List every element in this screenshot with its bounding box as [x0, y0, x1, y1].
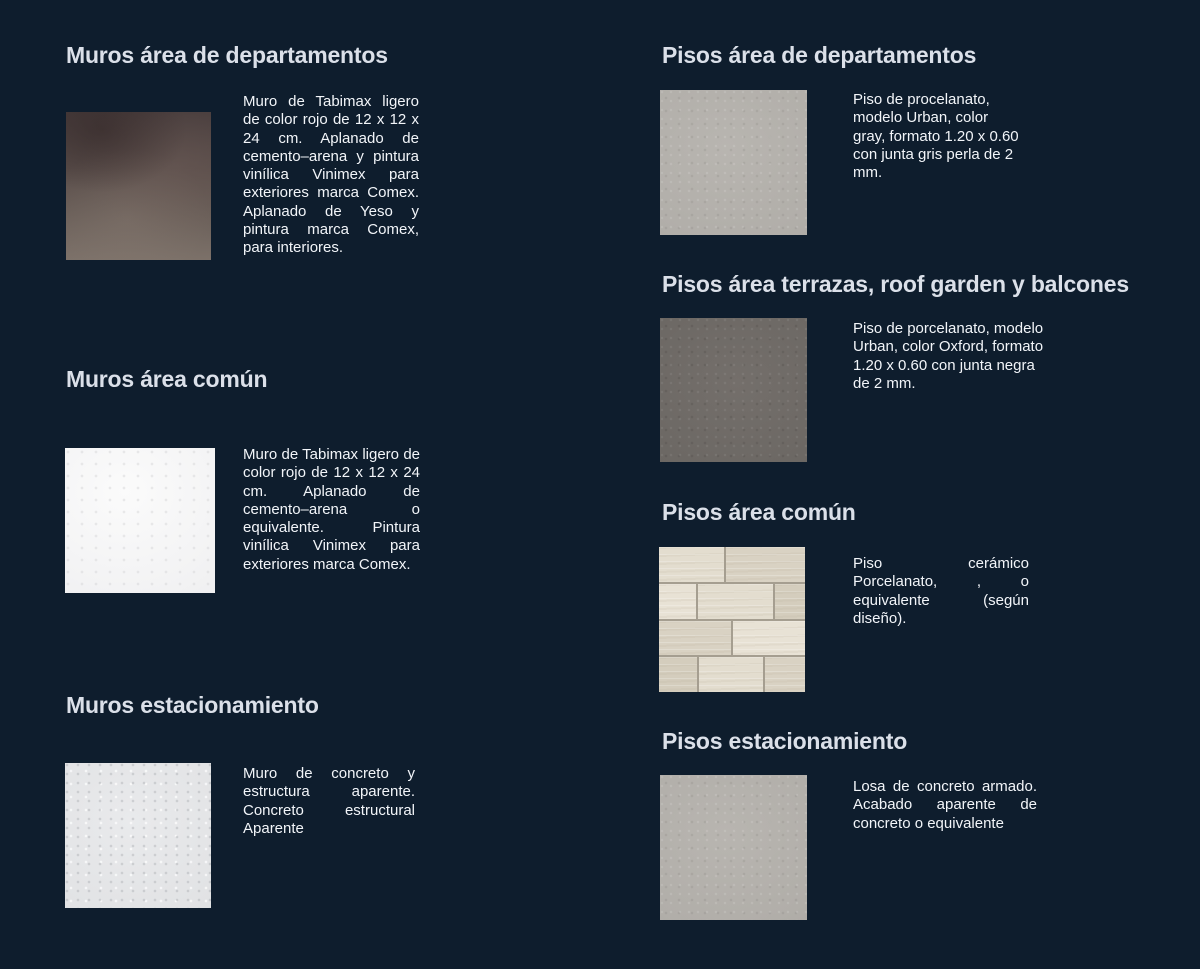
section-title-pisos-estacionamiento: Pisos estacionamiento [662, 728, 908, 754]
section-title-muros-departamentos: Muros área de departamentos [66, 42, 388, 68]
dark-oxford-porcelain-tile-swatch [660, 318, 807, 462]
light-speckled-concrete-swatch [65, 763, 211, 908]
tile-plank [765, 657, 805, 692]
material-description-pisos-estacionamiento: Losa de concreto armado. Acabado aparente de concreto o equivalente [853, 778, 1037, 832]
plank-row [659, 547, 805, 582]
gray-porcelain-tile-swatch [660, 90, 807, 235]
material-description-pisos-departamentos: Piso de procelanato, modelo Urban, color gray, formato 1.20 x 0.60 con junta gris perla de 2 mm. [853, 91, 1019, 182]
plank-row [659, 584, 805, 619]
tile-plank [775, 584, 805, 619]
section-title-pisos-terrazas: Pisos área terrazas, roof garden y balcones [662, 271, 1129, 297]
beige-wood-plank-tile-swatch [659, 547, 805, 692]
red-plaster-wall-swatch [66, 112, 211, 260]
tile-plank [659, 547, 724, 582]
section-title-pisos-departamentos: Pisos área de departamentos [662, 42, 977, 68]
plank-row [659, 621, 805, 656]
material-description-muros-area-comun: Muro de Tabimax ligero de color rojo de 12 x 12 x 24 cm. Aplanado de cemento–arena o equivalente. Pintura vinílica Vinimex para exteriores marca Comex. [243, 446, 420, 573]
material-description-muros-departamentos: Muro de Tabimax ligero de color rojo de 12 x 12 x 24 cm. Aplanado de cemento–arena y pintura vinílica Vinimex para exteriores marca Comex. Aplanado de Yeso y pintura marca Comex, para interiores. [243, 93, 419, 257]
section-title-muros-area-comun: Muros área común [66, 366, 268, 392]
material-description-pisos-terrazas: Piso de porcelanato, modelo Urban, color Oxford, formato 1.20 x 0.60 con junta negra de 2 mm. [853, 320, 1044, 392]
plank-row [659, 657, 805, 692]
section-title-muros-estacionamiento: Muros estacionamiento [66, 692, 319, 718]
tile-plank [659, 621, 731, 656]
section-title-pisos-area-comun: Pisos área común [662, 499, 856, 525]
material-description-muros-estacionamiento: Muro de concreto y estructura aparente. Concreto estructural Aparente [243, 765, 415, 837]
gray-concrete-slab-swatch [660, 775, 807, 920]
tile-plank [659, 584, 696, 619]
tile-plank [733, 621, 805, 656]
tile-plank [726, 547, 805, 582]
material-description-pisos-area-comun: Piso cerámico Porcelanato, , o equivalente (según diseño). [853, 555, 1029, 627]
white-plaster-wall-swatch [65, 448, 215, 593]
tile-plank [659, 657, 697, 692]
tile-plank [698, 584, 773, 619]
tile-plank [699, 657, 763, 692]
